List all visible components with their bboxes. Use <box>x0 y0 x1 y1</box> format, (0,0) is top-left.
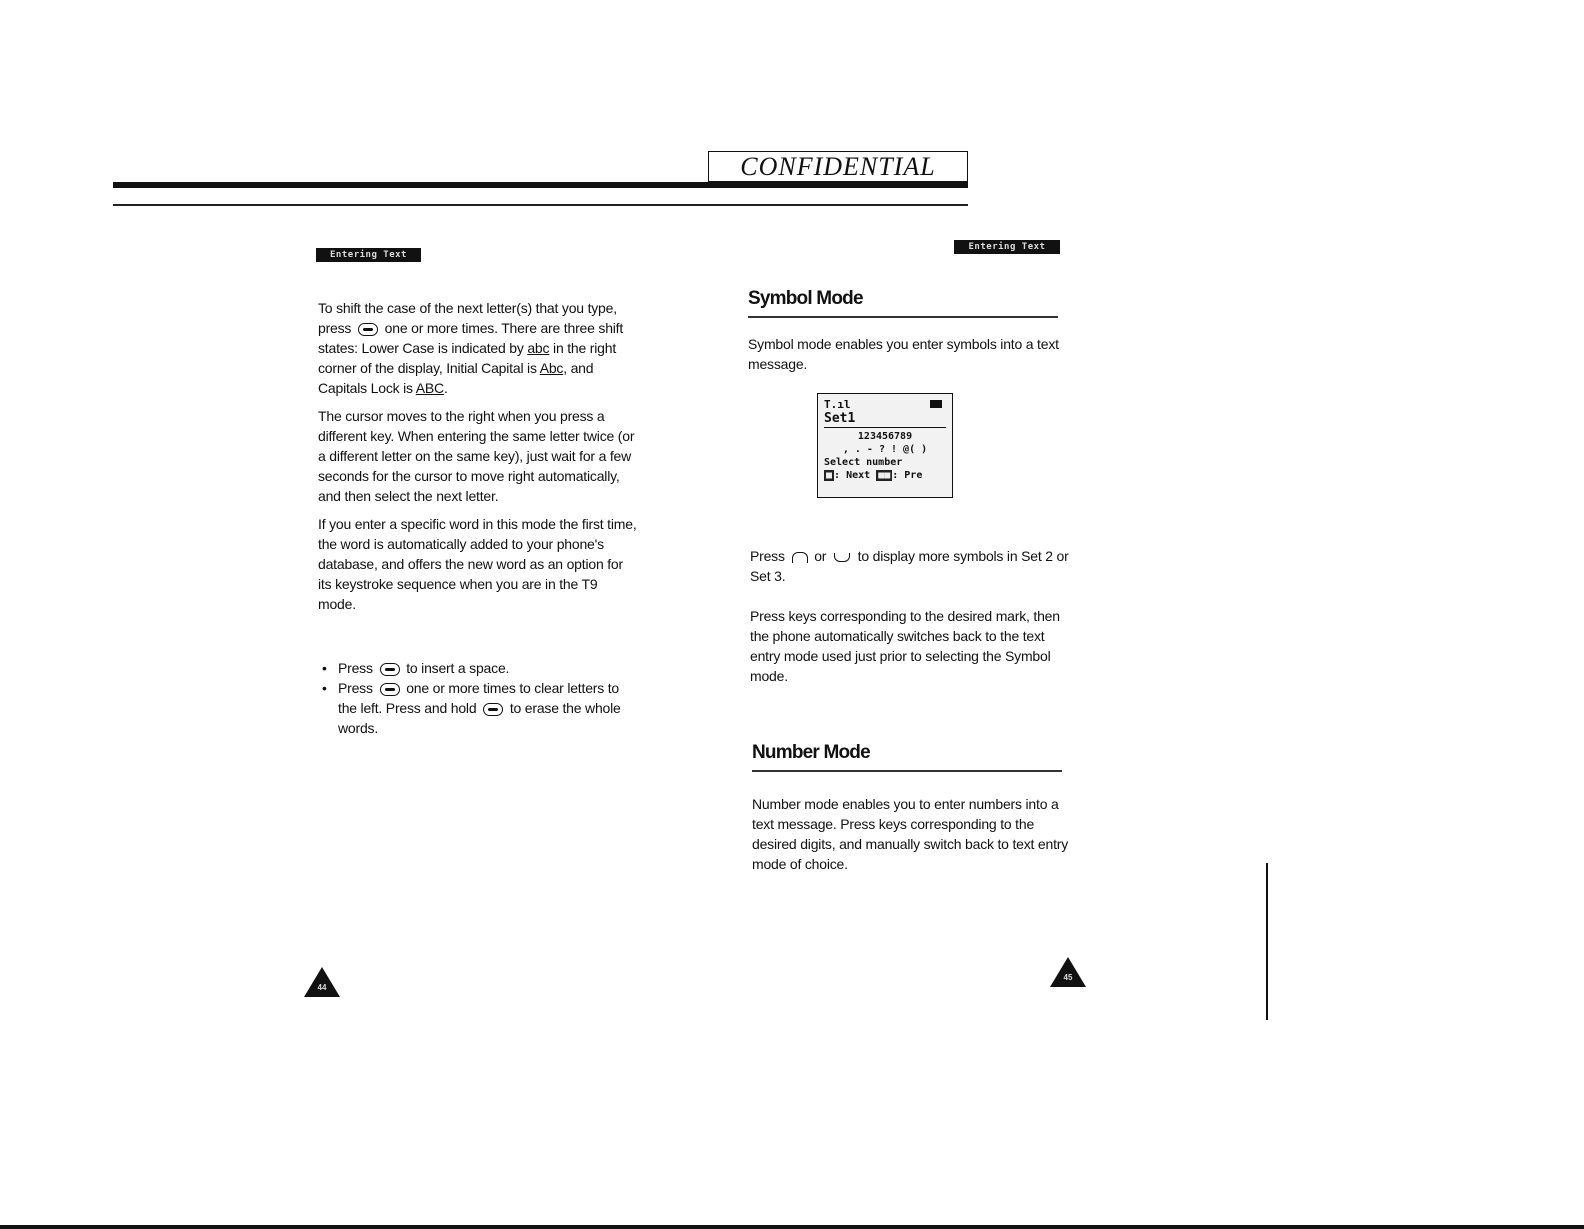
bullet-clear: • Press one or more times to clear letters to the left. Press and hold to erase the whole words. <box>338 678 636 738</box>
symbol-mode-title: Symbol Mode <box>748 288 863 309</box>
initial-capital-indicator: Abc <box>539 360 564 376</box>
softkey-right-icon: ■■ <box>878 470 891 481</box>
number-mode-text: Number mode enables you to enter numbers into a text message. Press keys corresponding to the desired digits, and manually switch back to text entry mode of choice. <box>752 796 1069 872</box>
page-triangle-icon <box>1050 957 1086 987</box>
header-rule-thick <box>113 182 968 188</box>
space-key-icon <box>380 663 400 676</box>
screen-digits: 123456789 <box>857 431 913 442</box>
left-body <box>318 298 638 622</box>
bottom-bar <box>0 1225 1584 1229</box>
right-page-number: 45 <box>1063 973 1073 982</box>
number-title-rule <box>752 770 1062 772</box>
cursor-paragraph: The cursor moves to the right when you press a different key. When entering the same letter twice (or a different letter on the same key), just wait for a few seconds for the cursor to move right automatically, and then select the next letter. <box>318 408 635 504</box>
keys-paragraph: Press keys corresponding to the desired mark, then the phone automatically switches back to the text entry mode used just prior to selecting the Symbol mode. <box>750 608 1060 684</box>
shift-case-paragraph: To shift the case of the next letter(s) that you type, press one or more times. There are three shift states: Lower Case is indicated by abc in the right corner of the display, Initial Capital is Abc, and Capitals Lock is ABC. <box>318 300 624 396</box>
page-triangle-icon <box>304 967 340 997</box>
right-section-tag: Entering Text <box>954 240 1060 254</box>
caps-lock-indicator: ABC <box>415 380 444 396</box>
screen-set-label: Set1 <box>824 411 856 426</box>
lowercase-indicator: abc <box>527 340 550 356</box>
down-key-icon <box>834 553 850 562</box>
left-bullets <box>320 658 636 738</box>
clear-key-icon-2 <box>483 703 503 716</box>
left-section-tag: Entering Text <box>316 248 421 262</box>
signal-indicator: T.ıl <box>824 398 851 411</box>
screen-softkeys: ■ : Next ■■ : Pre <box>826 470 923 481</box>
shift-key-icon <box>358 323 378 336</box>
number-mode-title: Number Mode <box>752 742 870 763</box>
left-page-marker <box>304 967 340 997</box>
press-line: Press or to display more symbols in Set 2 or Set 3. <box>750 548 1069 584</box>
softkey-left-icon: ■ <box>826 470 833 481</box>
bullet-space: • Press to insert a space. <box>338 658 636 678</box>
right-page-marker <box>1050 957 1086 987</box>
header-rule-thin <box>113 204 968 206</box>
screen-symbols: , . - ? ! @( ) <box>842 444 928 455</box>
t9-paragraph: If you enter a specific word in this mode the first time, the word is automatically added to your phone's database, and offers the new word as an option for its keystroke sequence when you are in the T9 mode. <box>318 516 637 612</box>
symbol-title-rule <box>748 316 1058 318</box>
clear-key-icon <box>380 683 400 696</box>
screen-prompt: Select number <box>824 457 903 468</box>
battery-icon <box>930 400 942 408</box>
phone-screen <box>817 393 953 498</box>
up-key-icon <box>792 552 808 563</box>
left-page-number: 44 <box>317 983 327 992</box>
margin-line <box>1266 863 1268 1020</box>
confidential-label: CONFIDENTIAL <box>708 151 968 182</box>
symbol-intro: Symbol mode enables you enter symbols into a text message. <box>748 336 1059 372</box>
